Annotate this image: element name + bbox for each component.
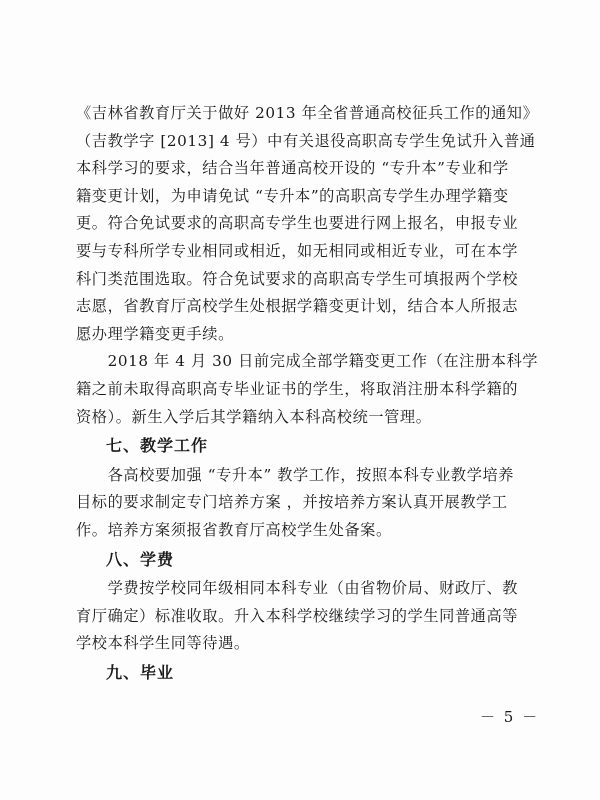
text-line: 愿办理学籍变更手续。 (76, 324, 234, 343)
text-line: 更。符合免试要求的高职高专学生也要进行网上报名，申报专业 (76, 214, 519, 233)
text-line: 资格）。新生入学后其学籍纳入本科高校统一管理。 (76, 407, 432, 426)
text-line: 籍变更计划，为申请免试 “专升本”的高职高专学生办理学籍变 (76, 186, 509, 205)
paragraph-enrollment-change (76, 100, 538, 348)
text-line: 科门类范围选取。符合免试要求的高职高专学生可填报两个学校 (76, 269, 519, 288)
text-line: 2018 年 4 月 30 日前完成全部学籍变更工作（在注册本科学 (76, 352, 539, 371)
text-line: 学费按学校同年级相同本科专业（由省物价局、财政厅、教 (76, 579, 519, 598)
section-heading-teaching: 七、教学工作 (106, 436, 209, 456)
text-line: 作。培养方案须报省教育厅高校学生处备案。 (76, 520, 392, 539)
text-line: 目标的要求制定专门培养方案 ，并按培养方案认真开展教学工 (76, 493, 508, 512)
text-line: 《吉林省教育厅关于做好 2013 年全省普通高校征兵工作的通知》 (76, 104, 539, 122)
paragraph-deadline (76, 348, 538, 431)
text-line: 要与专科所学专业相同或相近，如无相同或相近专业，可在本学 (76, 241, 519, 260)
text-line: 本科学习的要求，结合当年普通高校开设的 “专升本”专业和学 (76, 159, 509, 178)
paragraph-tuition (76, 575, 538, 658)
section-heading-tuition: 八、学费 (106, 549, 175, 569)
text-line: 志愿，省教育厅高校学生处根据学籍变更计划，结合本人所报志 (76, 297, 519, 316)
text-line: 各高校要加强 “专升本” 教学工作，按照本科专业教学培养 (76, 465, 515, 484)
text-line: 育厅确定）标准收取。升入本科学校继续学习的学生同普通高等 (76, 606, 519, 625)
page-number: － 5 － (480, 708, 540, 726)
text-line: （吉教学字 [2013] 4 号）中有关退役高职高专学生免试升入普通 (76, 131, 536, 150)
text-line: 籍之前未取得高职高专毕业证书的学生，将取消注册本科学籍的 (76, 379, 519, 398)
paragraph-teaching (76, 462, 538, 545)
document-body (76, 100, 538, 688)
text-line: 学校本科学生同等待遇。 (76, 634, 250, 653)
section-heading-graduation: 九、毕业 (106, 662, 175, 682)
